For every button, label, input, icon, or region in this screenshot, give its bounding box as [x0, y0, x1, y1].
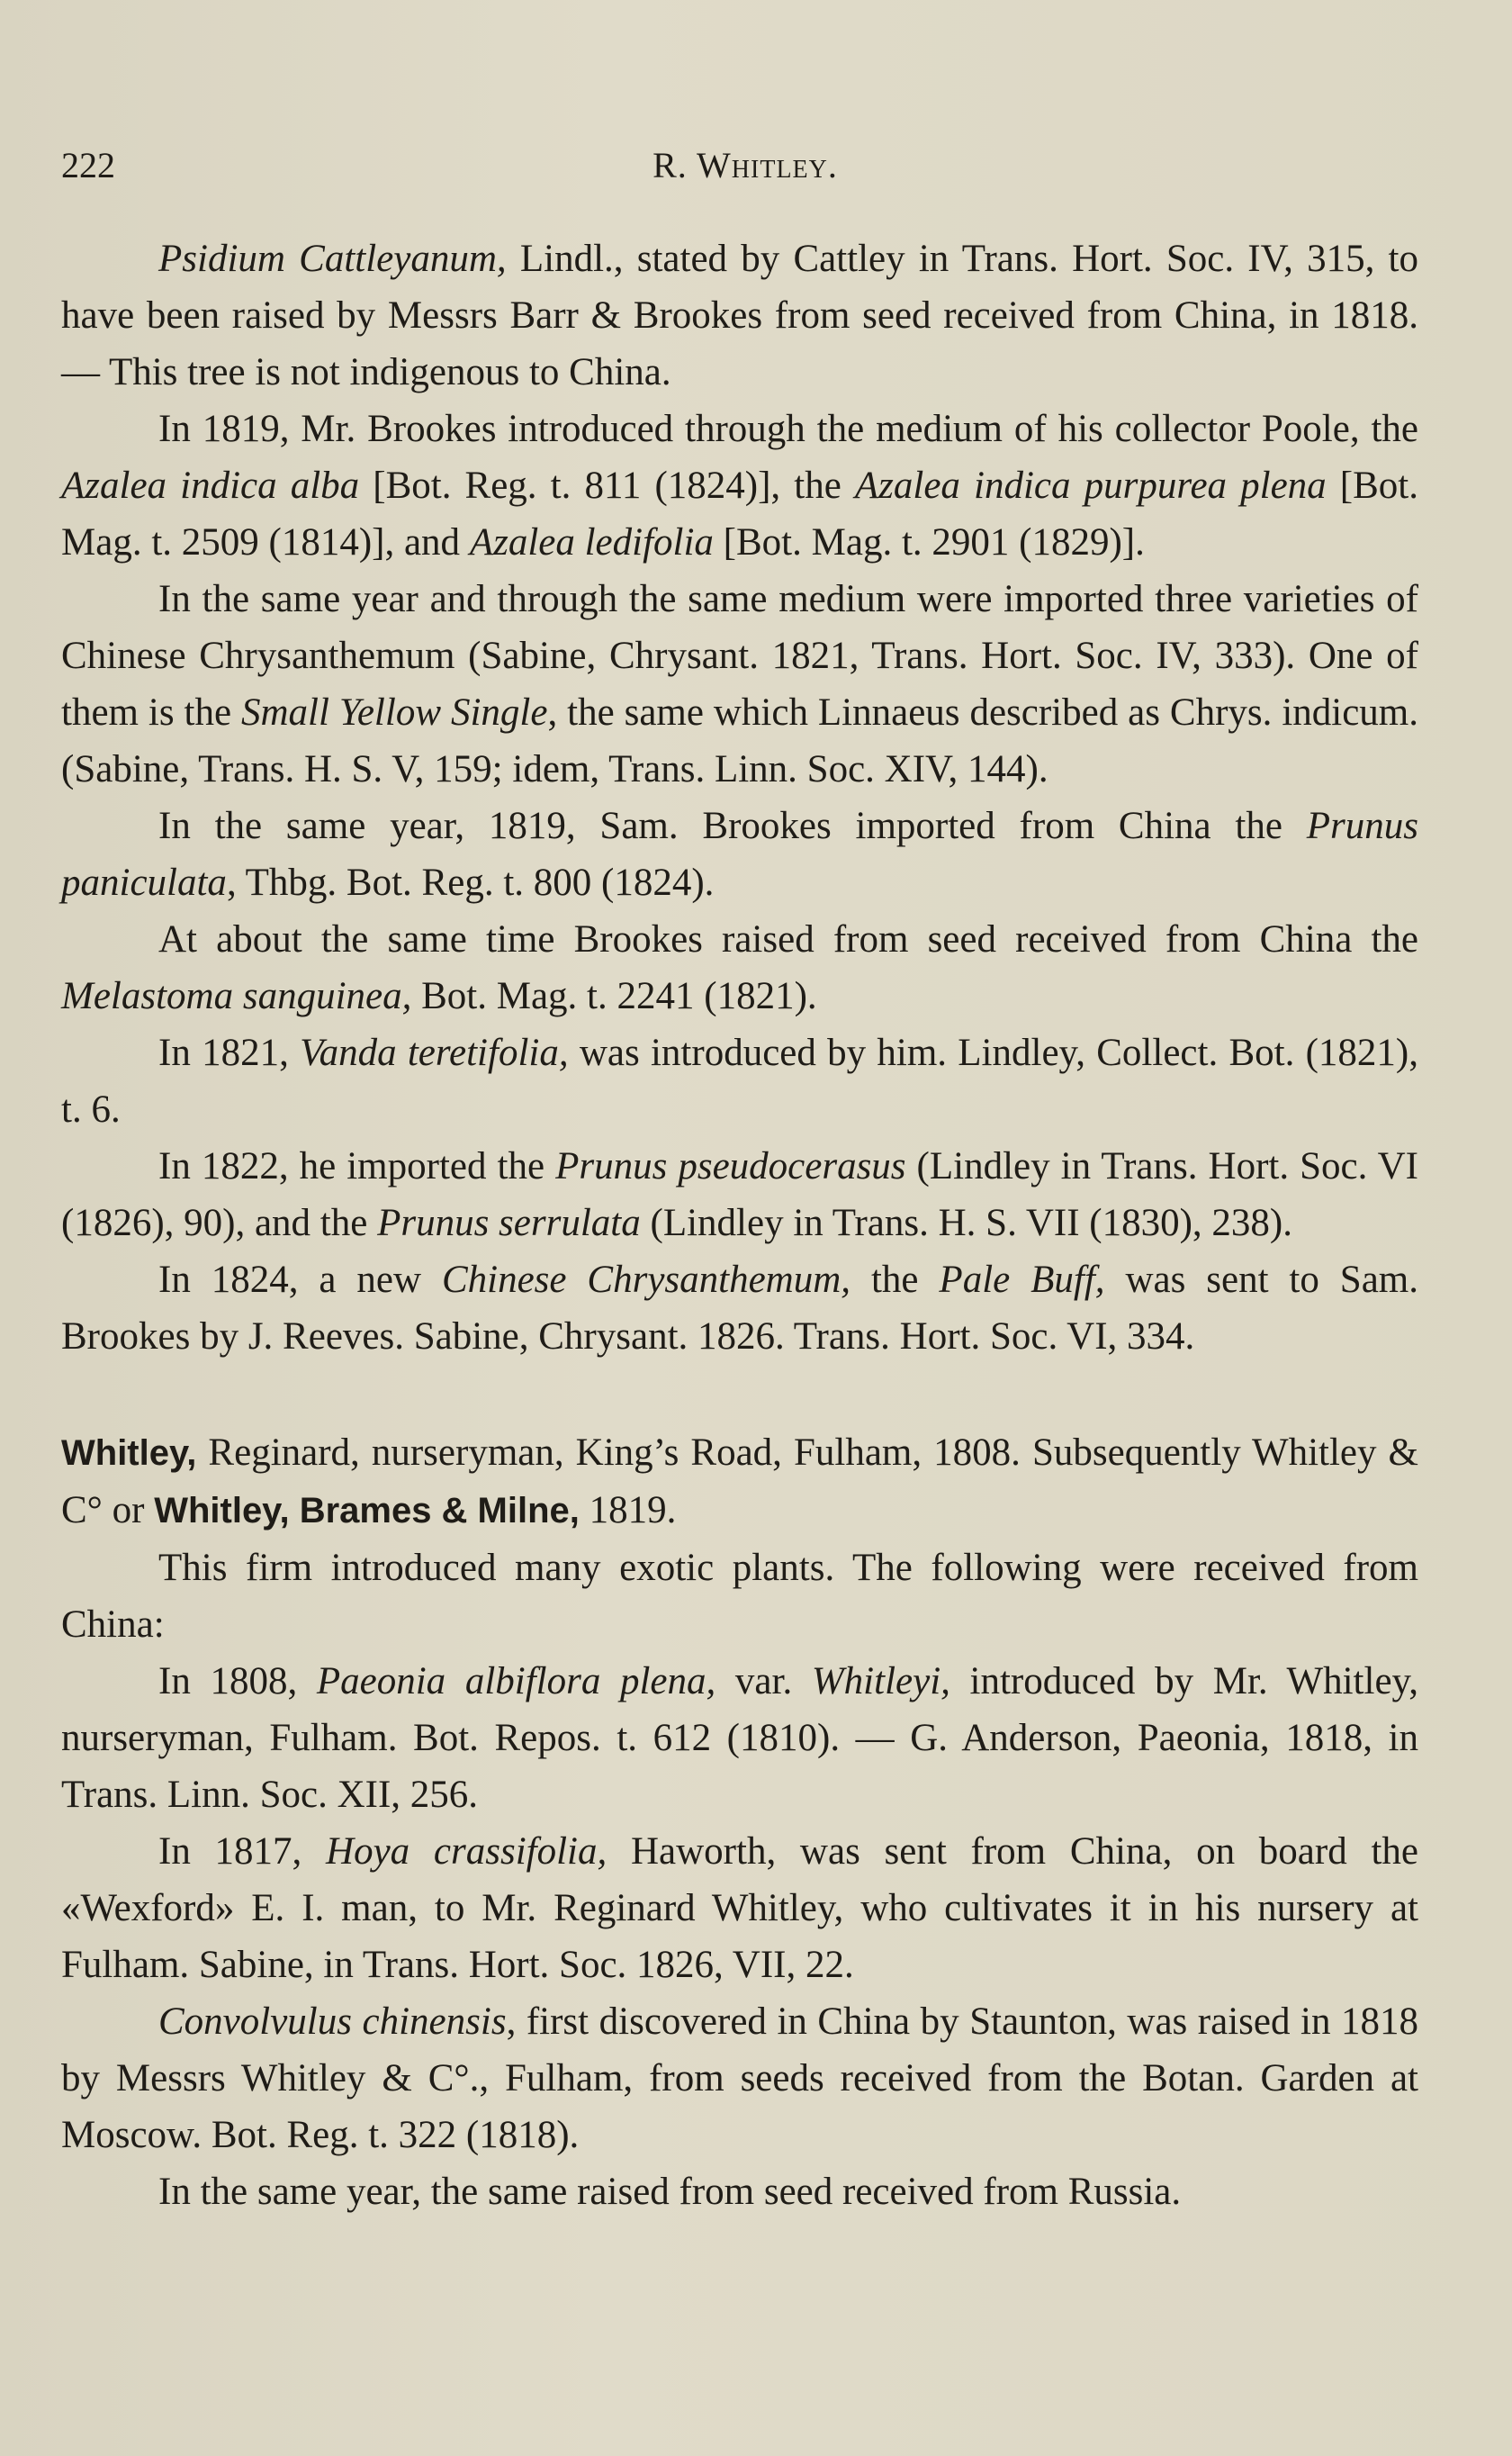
text-run: Haworth, was sent from China, on board the «Wexford» E. I. man, to Mr. Reginard Whitley, who cultivates it in his nursery at Fulham. Sabine, in Trans. Hort. Soc. 1826, VII, 22.: [61, 1830, 1418, 1986]
italic-text: Small Yellow Single: [241, 691, 548, 734]
text-run: In the same year and through the same medium were imported three varieties of Chinese Chrysanthemum (Sabine, Chrysant. 1821, Trans. Hort. Soc. IV, 333). One of them is the: [61, 578, 1418, 734]
text-run: This firm introduced many exotic plants. The following were received from China:: [61, 1547, 1418, 1646]
running-head: R. Whitley.: [652, 145, 838, 185]
text-run: In 1821,: [158, 1032, 301, 1074]
body-paragraph: [61, 1138, 1418, 1251]
text-run: At about the same time Brookes raised from seed received from China the: [158, 918, 1418, 961]
text-run: In the same year, the same raised from seed received from Russia.: [158, 2171, 1182, 2213]
text-run: In 1819, Mr. Brookes introduced through the medium of his collector Poole, the: [158, 408, 1418, 450]
bold-name: Whitley, Brames & Milne,: [154, 1491, 580, 1530]
italic-text: Whitleyi,: [811, 1660, 950, 1702]
text-run: introduced by Mr. Whitley, nurseryman, Fulham. Bot. Repos. t. 612 (1810). — G. Anderson, Paeonia, 1818, in Trans. Linn. Soc. XII, 256.: [61, 1660, 1418, 1816]
body-paragraph: [61, 401, 1418, 571]
bold-name: Whitley,: [61, 1433, 197, 1473]
body-paragraph: [61, 1540, 1418, 1653]
body-paragraph: [61, 571, 1418, 798]
text-run: the: [850, 1259, 940, 1301]
text-run: , Thbg. Bot. Reg. t. 800 (1824).: [226, 862, 715, 904]
text-run: , the same which Linnaeus described as Chrys. indicum. (Sabine, Trans. H. S. V, 159; idem, Trans. Linn. Soc. XIV, 144).: [61, 691, 1418, 790]
text-run: Lindl., stated by Cattley in Trans. Hort. Soc. IV, 315, to have been raised by Messrs Barr & Brookes from seed received from China, in 1818. — This tree is not indigenous to China.: [61, 238, 1418, 393]
text-run: [Bot. Mag. t. 2901 (1829)].: [713, 521, 1145, 564]
text-run: In 1824, a new: [158, 1259, 442, 1301]
body-paragraph: [61, 2163, 1418, 2220]
body-paragraph: [61, 1025, 1418, 1138]
italic-text: Azalea ledifolia: [469, 521, 714, 564]
text-run: Bot. Mag. t. 2241 (1821).: [411, 975, 817, 1017]
body-text: [61, 230, 1418, 2220]
italic-text: Prunus pseudocerasus: [555, 1145, 906, 1187]
text-run: was introduced by him. Lindley, Collect. Bot. (1821), t. 6.: [61, 1032, 1418, 1131]
text-run: [Bot. Reg. t. 811 (1824)], the: [359, 465, 855, 507]
directory-entry-paragraph: [61, 1424, 1418, 1540]
text-run: (Lindley in Trans. H. S. VII (1830), 238).: [640, 1202, 1292, 1244]
italic-text: Prunus paniculata: [61, 805, 1418, 904]
text-run: (Lindley in Trans. Hort. Soc. VI (1826), 90), and the: [61, 1145, 1418, 1244]
text-run: , first discovered in China by Staunton, was raised in 1818 by Messrs Whitley & C°., Fulham, from seeds received from the Botan. Garden at Moscow. Bot. Reg. t. 322 (1818).: [61, 2000, 1418, 2156]
body-paragraph: [61, 1653, 1418, 1823]
italic-text: Prunus serrulata: [377, 1202, 641, 1244]
text-run: In 1817,: [158, 1830, 327, 1873]
body-paragraph: [61, 798, 1418, 911]
body-paragraph: [61, 1251, 1418, 1365]
body-paragraph: [61, 911, 1418, 1025]
page-header: [61, 144, 1429, 189]
body-paragraph: [61, 230, 1418, 401]
italic-text: Pale Buff,: [939, 1259, 1105, 1301]
italic-text: Convolvulus chinensis: [158, 2000, 507, 2043]
text-run: In 1808,: [158, 1660, 317, 1702]
italic-text: Hoya crassifolia,: [326, 1830, 608, 1873]
text-run: Reginard, nurseryman, King’s Road, Fulham, 1808. Subsequently Whitley & C° or: [61, 1431, 1418, 1531]
text-run: var.: [716, 1660, 812, 1702]
italic-text: Chinese Chrysanthemum,: [441, 1259, 851, 1301]
text-run: In the same year, 1819, Sam. Brookes imported from China the: [158, 805, 1307, 847]
italic-text: Azalea indica alba: [61, 465, 360, 507]
page-number: 222: [61, 145, 115, 185]
text-run: In 1822, he imported the: [158, 1145, 556, 1187]
italic-text: Paeonia albiflora plena,: [316, 1660, 716, 1702]
body-paragraph: [61, 1823, 1418, 1993]
body-paragraph: [61, 1993, 1418, 2163]
italic-text: Melastoma sanguinea,: [61, 975, 412, 1017]
text-run: [Bot. Mag. t. 2509 (1814)], and: [61, 465, 1418, 564]
text-run: 1819.: [579, 1489, 677, 1531]
italic-text: Psidium Cattleyanum,: [158, 238, 507, 280]
text-run: was sent to Sam. Brookes by J. Reeves. Sabine, Chrysant. 1826. Trans. Hort. Soc. VI, 334.: [61, 1259, 1418, 1358]
italic-text: Vanda teretifolia,: [300, 1032, 569, 1074]
italic-text: Azalea indica purpurea plena: [854, 465, 1327, 507]
